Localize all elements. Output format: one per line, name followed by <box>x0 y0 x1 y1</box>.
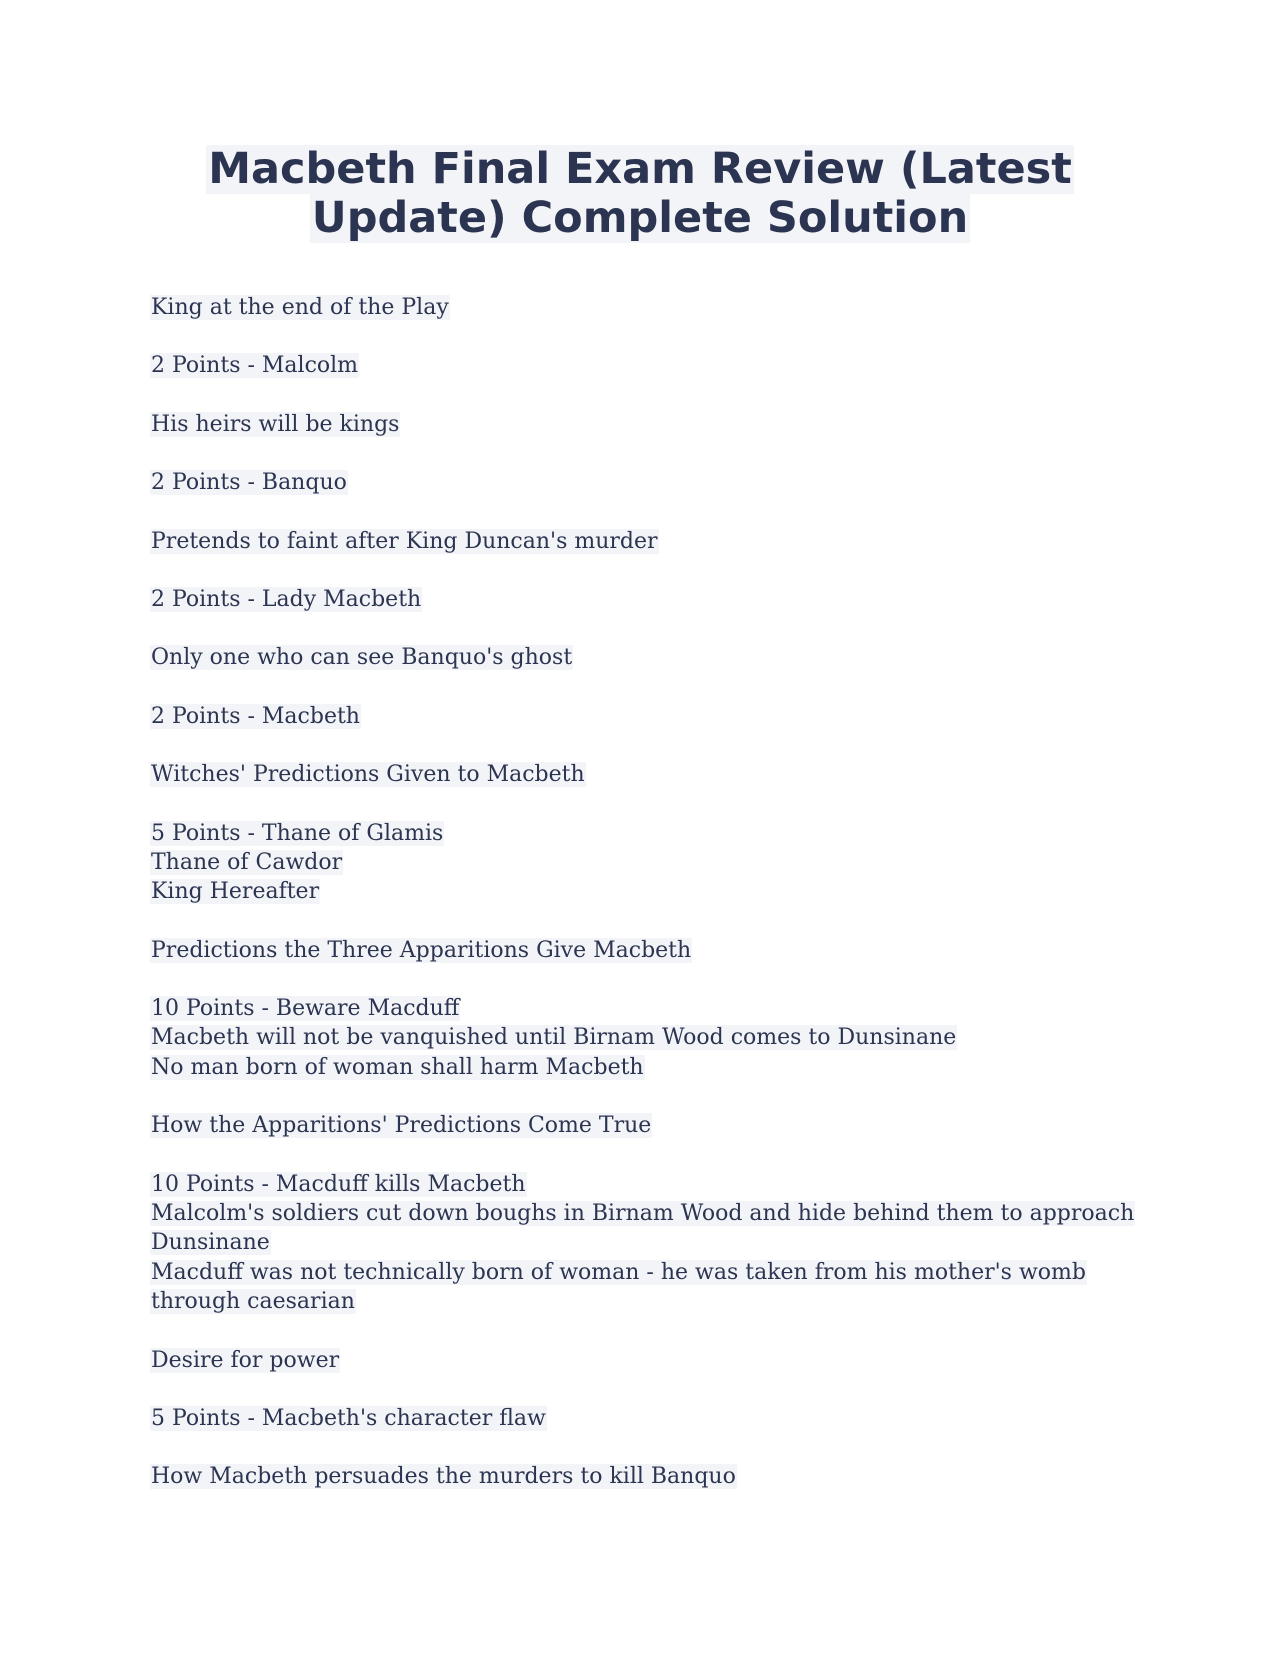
text-line <box>150 1228 1150 1257</box>
text-line-content: Macbeth will not be vanquished until Birnam Wood comes to Dunsinane <box>151 1025 957 1051</box>
text-line-content: Only one who can see Banquo's ghost <box>151 645 573 671</box>
paragraph <box>150 468 1150 497</box>
text-line <box>150 1258 1150 1287</box>
text-line-content: Predictions the Three Apparitions Give Macbeth <box>151 937 692 963</box>
text-line <box>150 468 1150 497</box>
paragraph <box>150 1170 1150 1317</box>
title-line-1: Macbeth Final Exam Review (Latest <box>208 144 1072 194</box>
paragraph <box>150 1346 1150 1375</box>
paragraph <box>150 585 1150 614</box>
text-line-content: His heirs will be kings <box>151 411 400 437</box>
paragraph <box>150 760 1150 789</box>
text-line <box>150 1053 1150 1082</box>
text-line <box>150 1287 1150 1316</box>
text-line <box>150 1170 1150 1199</box>
text-line-content: Thane of Cawdor <box>151 849 343 875</box>
paragraph <box>150 1462 1150 1491</box>
text-line <box>150 1346 1150 1375</box>
document-title <box>0 145 1280 243</box>
text-line <box>150 848 1150 877</box>
text-line <box>150 1023 1150 1052</box>
text-line <box>150 527 1150 556</box>
text-line <box>150 1462 1150 1491</box>
text-line <box>150 819 1150 848</box>
paragraph <box>150 994 1150 1082</box>
paragraph <box>150 936 1150 965</box>
text-line-content: King Hereafter <box>151 879 320 905</box>
text-line-content: King at the end of the Play <box>151 295 449 320</box>
text-line-content: Pretends to faint after King Duncan's murder <box>151 528 658 554</box>
text-line-content: 2 Points - Malcolm <box>151 353 359 379</box>
paragraph <box>150 1111 1150 1140</box>
paragraph <box>150 293 1150 322</box>
text-line <box>150 293 1150 322</box>
paragraph <box>150 819 1150 907</box>
text-line <box>150 702 1150 731</box>
text-line-content: Witches' Predictions Given to Macbeth <box>151 762 585 788</box>
paragraph <box>150 351 1150 380</box>
paragraph <box>150 702 1150 731</box>
paragraph <box>150 410 1150 439</box>
text-line-content: How Macbeth persuades the murders to kill Banquo <box>151 1464 736 1490</box>
text-line-content: Macduff was not technically born of woman - he was taken from his mother's womb <box>151 1259 1086 1285</box>
text-line <box>150 410 1150 439</box>
title-line-2: Update) Complete Solution <box>311 193 969 243</box>
text-line <box>150 1111 1150 1140</box>
text-line-content: Malcolm's soldiers cut down boughs in Birnam Wood and hide behind them to approach <box>151 1201 1135 1227</box>
text-line-content: 2 Points - Banquo <box>151 470 347 496</box>
text-line-content: No man born of woman shall harm Macbeth <box>151 1054 644 1080</box>
text-line-content: Desire for power <box>151 1347 340 1373</box>
text-line <box>150 994 1150 1023</box>
text-line <box>150 1199 1150 1228</box>
text-line-content: 2 Points - Macbeth <box>151 703 360 729</box>
text-line-content: 2 Points - Lady Macbeth <box>151 586 422 612</box>
text-line-content: Dunsinane <box>151 1230 270 1256</box>
paragraph <box>150 527 1150 556</box>
text-line-content: through caesarian <box>151 1289 355 1315</box>
text-line <box>150 351 1150 380</box>
text-line <box>150 760 1150 789</box>
text-line-content: 5 Points - Macbeth's character flaw <box>151 1405 546 1431</box>
text-line-content: 10 Points - Beware Macduff <box>151 996 460 1022</box>
text-line <box>150 643 1150 672</box>
paragraph <box>150 1404 1150 1433</box>
text-line <box>150 936 1150 965</box>
text-line <box>150 1404 1150 1433</box>
text-line <box>150 877 1150 906</box>
text-line-content: How the Apparitions' Predictions Come True <box>151 1113 652 1139</box>
text-line-content: 5 Points - Thane of Glamis <box>151 820 444 846</box>
text-line-content: 10 Points - Macduff kills Macbeth <box>151 1171 526 1197</box>
document-body <box>150 293 1150 1521</box>
paragraph <box>150 643 1150 672</box>
text-line <box>150 585 1150 614</box>
